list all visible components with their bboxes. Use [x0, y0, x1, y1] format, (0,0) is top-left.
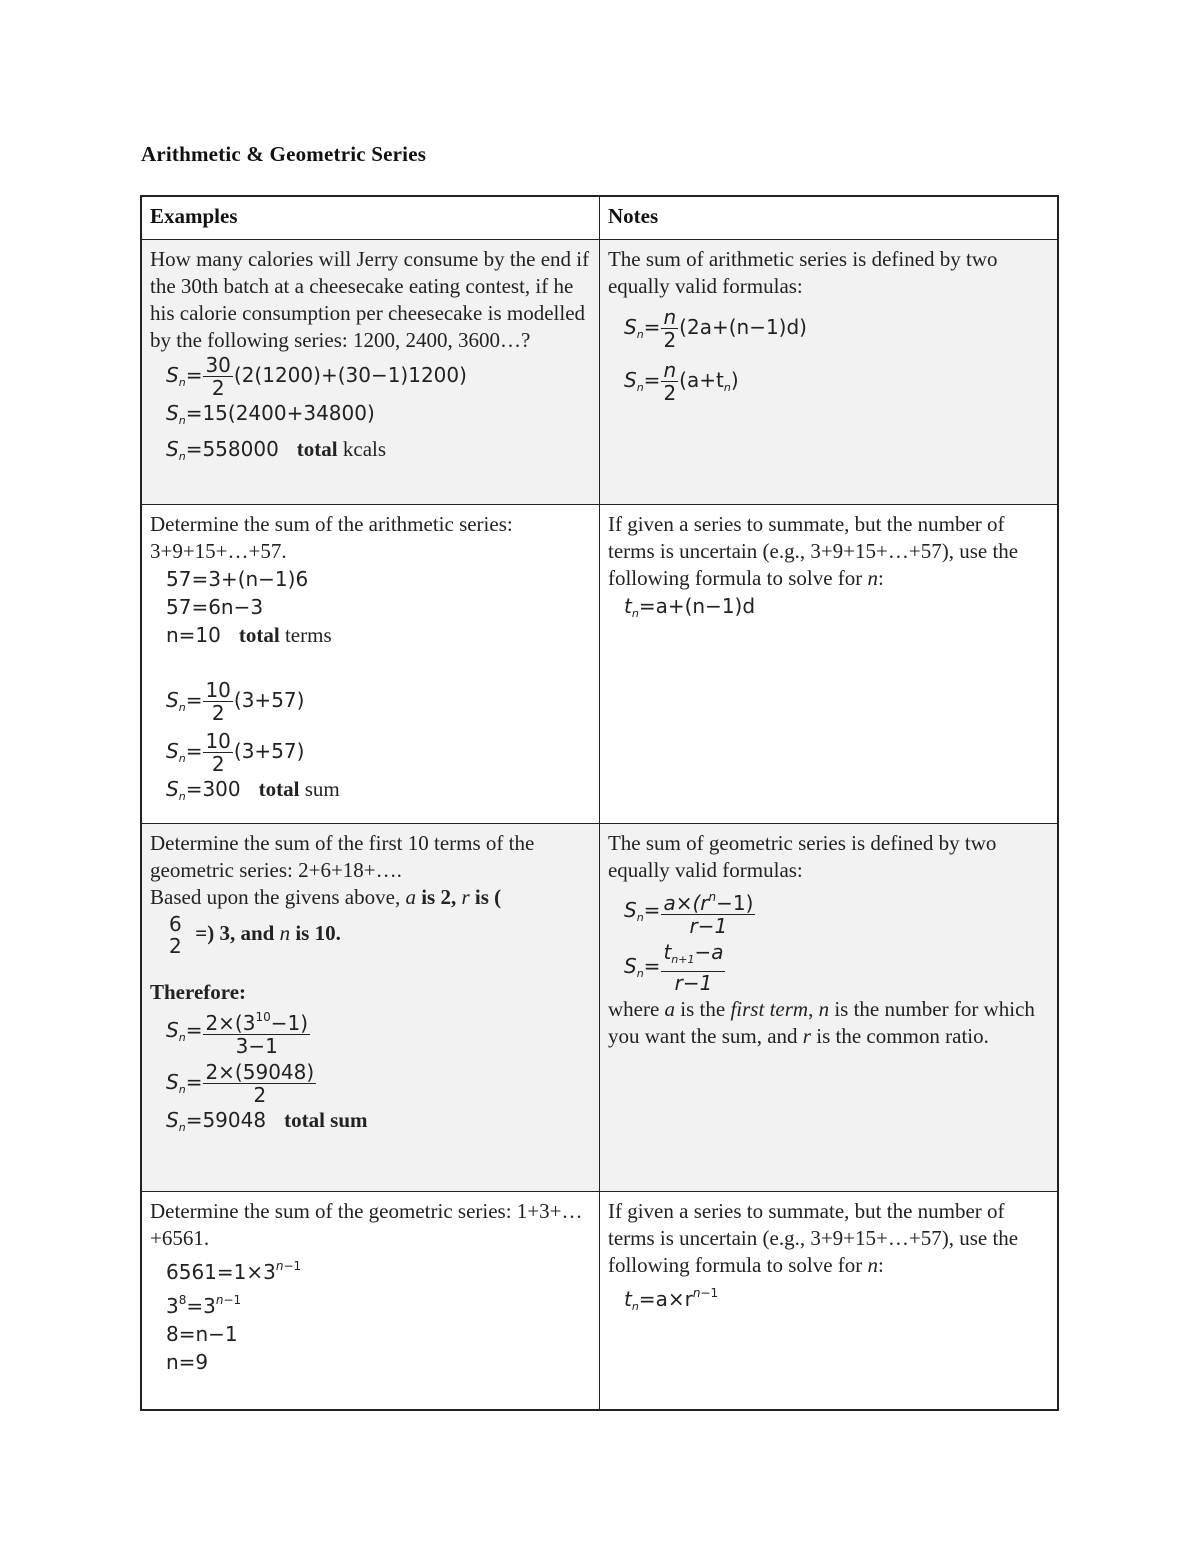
example-cell — [141, 1192, 599, 1411]
formula-line: $S_n=$ $\frac{a\times(r^n-1)}{r-1}$ — [624, 886, 1049, 937]
math-line: 8=n−1 — [166, 1322, 238, 1346]
notes-text: If given a series to summate, but the number of terms is uncertain (e.g., 3+9+15+…+57), use the following formula to solve for n: — [607, 1199, 1019, 1277]
givens-line: Based upon the givens above, a is 2, r is ( — [150, 885, 502, 909]
math-line: $3^8=3^{n-1}$ — [166, 1293, 242, 1318]
table-row — [141, 824, 1058, 1192]
example-cell — [141, 824, 599, 1192]
notes-text: The sum of arithmetic series is defined by two equally valid formulas: — [607, 247, 998, 298]
math-line: n=10 total terms — [166, 623, 332, 647]
table-row — [141, 1192, 1058, 1411]
examples-header: Examples — [141, 196, 599, 240]
notes-cell — [599, 240, 1058, 505]
math-line: $S_n=$ $\frac{2\times(3^{10}-1)}{3-1}$ — [166, 1006, 591, 1057]
example-cell — [141, 505, 599, 824]
math-line: $S_n=59048$ total sum — [166, 1108, 368, 1134]
formula-line: $S_n=$ $\frac{t_{n+1}-a}{r-1}$ — [623, 940, 724, 995]
notes-header: Notes — [599, 196, 1058, 240]
page-title: Arithmetic & Geometric Series — [141, 142, 427, 166]
givens-line-2: 6 2 =) 3, and n is 10. — [169, 912, 341, 958]
math-line: $S_n=$ $\frac{2\times(59048)}{2}$ — [166, 1060, 315, 1107]
math-line: $S_n=300$ total sum — [166, 777, 340, 803]
example-question: Determine the sum of the geometric series: 1+3+…+6561. — [150, 1199, 583, 1250]
series-table — [140, 195, 1059, 1411]
math-line: $S_n=15(2400+34800)$ — [166, 401, 375, 427]
notes-cell — [599, 505, 1058, 824]
example-cell — [141, 240, 599, 505]
formula-line: $S_n=$ $\frac{n}{2}$ $(a+t_n)$ — [623, 358, 739, 405]
table-row — [141, 240, 1058, 505]
notes-cell — [599, 1192, 1058, 1411]
example-question: How many calories will Jerry consume by the end if the 30th batch at a cheesecake eating contest, if he his calorie consumption per cheesecake is modelled by the following series: 1200, 2400, 3600…? — [150, 247, 590, 352]
notes-text: If given a series to summate, but the number of terms is uncertain (e.g., 3+9+15+…+57), use the following formula to solve for n: — [607, 512, 1019, 590]
formula-line: $t_n=a+(n-1)d$ — [623, 594, 756, 620]
math-line: n=9 — [166, 1350, 209, 1374]
example-question: Determine the sum of the first 10 terms of the geometric series: 2+6+18+…. — [150, 831, 535, 882]
math-line: $S_n=$ $\frac{10}{2}$ (3+57) — [166, 729, 305, 776]
notes-cell — [599, 824, 1058, 1192]
math-line: 57=6n−3 — [166, 595, 264, 619]
formula-line: $S_n=$ $\frac{n}{2}$ (2a+(n−1)d) — [623, 305, 807, 352]
math-line: $S_n=$ $\frac{10}{2}$ (3+57) — [166, 678, 305, 725]
math-line: $6561=1\times 3^{n-1}$ — [166, 1259, 302, 1284]
table-header-row — [141, 196, 1058, 240]
math-line: $S_n=$ $\frac{30}{2}$ (2(1200)+(30−1)1200) — [166, 353, 467, 400]
therefore-label: Therefore: — [150, 980, 247, 1004]
example-question: Determine the sum of the arithmetic series: 3+9+15+…+57. — [150, 512, 513, 563]
formula-line: $t_n=a\times r^{n-1}$ — [623, 1286, 719, 1313]
notes-text: The sum of geometric series is defined by two equally valid formulas: — [607, 831, 997, 882]
table-row — [141, 505, 1058, 824]
math-line: 57=3+(n−1)6 — [166, 567, 309, 591]
math-line: $S_n=558000$ total kcals — [166, 437, 387, 463]
notes-where-text: where a is the first term, n is the number for which you want the sum, and r is the common ratio. — [607, 997, 1035, 1048]
